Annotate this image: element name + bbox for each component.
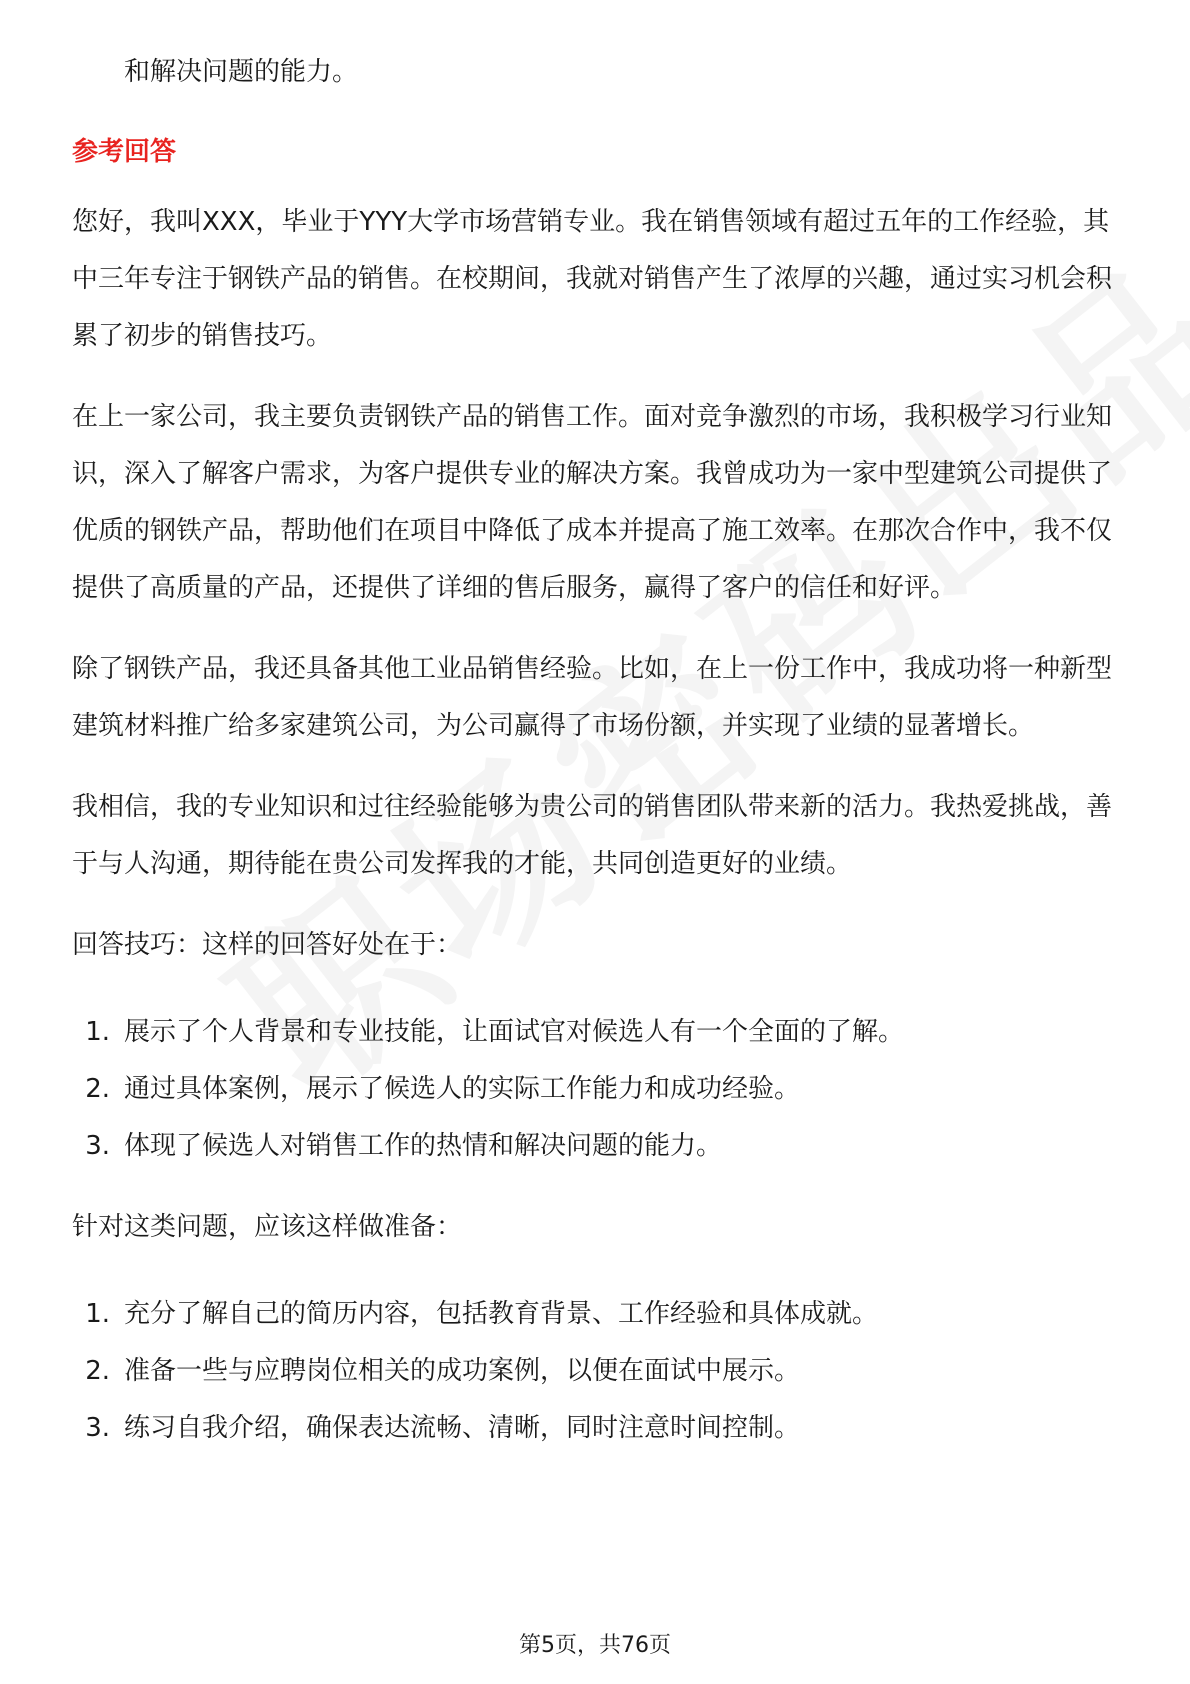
continuation-text: 和解决问题的能力。 bbox=[124, 57, 359, 87]
list-number: 1. bbox=[85, 1017, 110, 1047]
list-item bbox=[72, 1061, 1118, 1118]
paragraph-3: 除了钢铁产品，我还具备其他工业品销售经验。比如，在上一份工作中，我成功将一种新型建筑材料推广给多家建筑公司，为公司赢得了市场份额，并实现了业绩的显著增长。 bbox=[72, 654, 1113, 741]
list-item bbox=[72, 1343, 1118, 1400]
list-item bbox=[72, 1004, 1118, 1061]
list-number: 3. bbox=[85, 1413, 110, 1443]
list-number: 2. bbox=[85, 1074, 110, 1104]
tips-intro: 回答技巧：这样的回答好处在于： bbox=[72, 930, 463, 960]
list-text: 体现了候选人对销售工作的热情和解决问题的能力。 bbox=[124, 1131, 723, 1161]
answer-heading: 参考回答 bbox=[72, 137, 177, 167]
tips-list bbox=[72, 1004, 1118, 1175]
list-text: 展示了个人背景和专业技能，让面试官对候选人有一个全面的了解。 bbox=[124, 1017, 905, 1047]
document-body bbox=[72, 50, 1118, 1457]
list-item bbox=[72, 1400, 1118, 1457]
list-text: 通过具体案例，展示了候选人的实际工作能力和成功经验。 bbox=[124, 1074, 801, 1104]
prep-intro: 针对这类问题，应该这样做准备： bbox=[72, 1212, 463, 1242]
list-text: 准备一些与应聘岗位相关的成功案例，以便在面试中展示。 bbox=[124, 1356, 801, 1386]
prep-list bbox=[72, 1286, 1118, 1457]
list-text: 练习自我介绍，确保表达流畅、清晰，同时注意时间控制。 bbox=[124, 1413, 801, 1443]
list-number: 2. bbox=[85, 1356, 110, 1386]
paragraph-1: 您好，我叫XXX，毕业于YYY大学市场营销专业。我在销售领域有超过五年的工作经验，其中三年专注于钢铁产品的销售。在校期间，我就对销售产生了浓厚的兴趣，通过实习机会积累了初步的销售技巧。 bbox=[72, 207, 1113, 351]
list-item bbox=[72, 1118, 1118, 1175]
list-number: 1. bbox=[85, 1299, 110, 1329]
paragraph-4: 我相信，我的专业知识和过往经验能够为贵公司的销售团队带来新的活力。我热爱挑战，善于与人沟通，期待能在贵公司发挥我的才能，共同创造更好的业绩。 bbox=[72, 792, 1113, 879]
page-footer: 第5页，共76页 bbox=[519, 1633, 671, 1658]
paragraph-2: 在上一家公司，我主要负责钢铁产品的销售工作。面对竞争激烈的市场，我积极学习行业知识，深入了解客户需求，为客户提供专业的解决方案。我曾成功为一家中型建筑公司提供了优质的钢铁产品，帮助他们在项目中降低了成本并提高了施工效率。在那次合作中，我不仅提供了高质量的产品，还提供了详细的售后服务，赢得了客户的信任和好评。 bbox=[72, 402, 1113, 603]
list-text: 充分了解自己的简历内容，包括教育背景、工作经验和具体成就。 bbox=[124, 1299, 879, 1329]
list-number: 3. bbox=[85, 1131, 110, 1161]
list-item bbox=[72, 1286, 1118, 1343]
